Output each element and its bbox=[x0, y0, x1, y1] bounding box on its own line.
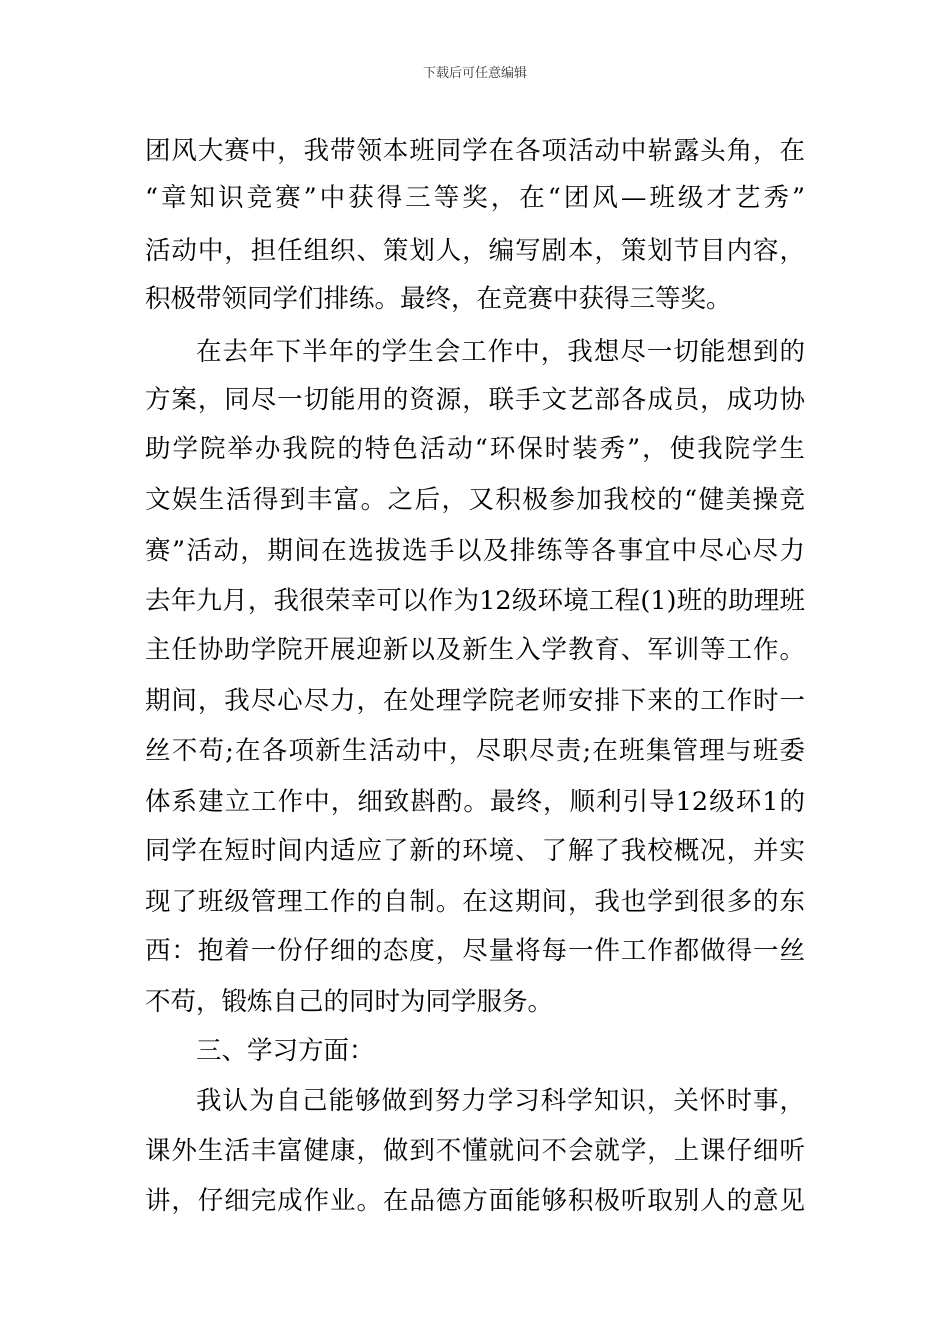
text-line: 丝不苟;在各项新生活动中，尽职尽责;在班集管理与班委 bbox=[145, 736, 805, 766]
text-line: 西：抱着一份仔细的态度，尽量将每一件工作都做得一丝 bbox=[145, 936, 805, 966]
text-line: 期间，我尽心尽力，在处理学院老师安排下来的工作时一 bbox=[145, 686, 805, 716]
text-line: 现了班级管理工作的自制。在这期间，我也学到很多的东 bbox=[145, 887, 805, 917]
text-line: 体系建立工作中，细致斟酌。最终，顺利引导12级环1的 bbox=[145, 787, 805, 817]
text-line: 同学在短时间内适应了新的环境、了解了我校概况，并实 bbox=[145, 836, 805, 866]
text-line: 讲，仔细完成作业。在品德方面能够积极听取别人的意见 bbox=[145, 1186, 805, 1216]
text-line: 课外生活丰富健康，做到不懂就问不会就学，上课仔细听 bbox=[145, 1136, 805, 1166]
section-heading: 三、学习方面： bbox=[196, 1036, 375, 1066]
text-line: 在去年下半年的学生会工作中，我想尽一切能想到的 bbox=[196, 337, 805, 367]
text-line: 我认为自己能够做到努力学习科学知识，关怀时事， bbox=[196, 1086, 805, 1116]
text-line: 主任协助学院开展迎新以及新生入学教育、军训等工作。 bbox=[145, 635, 805, 665]
text-line: 不苟，锻炼自己的同时为同学服务。 bbox=[145, 987, 554, 1017]
text-line: “章知识竞赛”中获得三等奖，在“团风—班级才艺秀” bbox=[145, 183, 805, 213]
text-line: 团风大赛中，我带领本班同学在各项活动中崭露头角，在 bbox=[145, 136, 805, 166]
page-header: 下载后可任意编辑 bbox=[422, 66, 527, 81]
text-line: 赛”活动，期间在选拔选手以及排练等各事宜中尽心尽力 bbox=[145, 536, 805, 566]
text-line: 去年九月，我很荣幸可以作为12级环境工程(1)班的助理班 bbox=[145, 586, 805, 616]
text-line: 文娱生活得到丰富。之后，又积极参加我校的“健美操竞 bbox=[145, 485, 805, 515]
text-line: 方案，同尽一切能用的资源，联手文艺部各成员，成功协 bbox=[145, 385, 805, 415]
text-line: 助学院举办我院的特色活动“环保时装秀”，使我院学生 bbox=[145, 434, 805, 464]
text-line: 积极带领同学们排练。最终，在竞赛中获得三等奖。 bbox=[145, 284, 732, 314]
text-line: 活动中，担任组织、策划人，编写剧本，策划节目内容， bbox=[145, 236, 805, 266]
